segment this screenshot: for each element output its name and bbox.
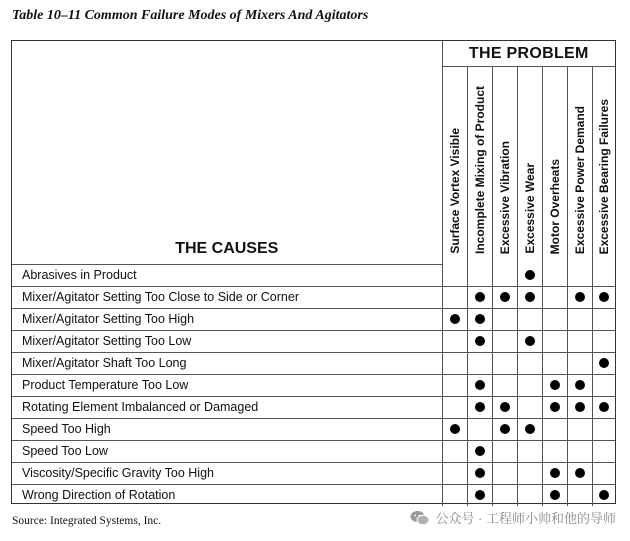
- table-row: [12, 330, 615, 352]
- mark-dot-icon: [599, 292, 609, 302]
- mark-cell: [517, 330, 542, 352]
- table-row: [12, 418, 615, 440]
- mark-dot-icon: [475, 292, 485, 302]
- mark-cell: [467, 286, 492, 308]
- cause-label: Rotating Element Imbalanced or Damaged: [12, 396, 442, 418]
- mark-cell: [467, 352, 492, 374]
- mark-cell: [592, 440, 615, 462]
- mark-cell: [492, 418, 517, 440]
- mark-cell: [567, 330, 592, 352]
- mark-dot-icon: [575, 402, 585, 412]
- mark-dot-icon: [525, 292, 535, 302]
- problem-label: Excessive Bearing Failures: [596, 98, 611, 254]
- mark-cell: [567, 418, 592, 440]
- table-row: [12, 396, 615, 418]
- mark-cell: [542, 440, 567, 462]
- problem-label: Excessive Wear: [522, 163, 537, 254]
- mark-dot-icon: [599, 358, 609, 368]
- problem-header-6: [592, 67, 615, 265]
- mark-dot-icon: [550, 380, 560, 390]
- mark-cell: [542, 374, 567, 396]
- mark-dot-icon: [500, 402, 510, 412]
- mark-dot-icon: [550, 490, 560, 500]
- mark-cell: [542, 396, 567, 418]
- mark-cell: [492, 462, 517, 484]
- mark-cell: [542, 418, 567, 440]
- mark-cell: [467, 462, 492, 484]
- mark-dot-icon: [500, 424, 510, 434]
- problem-header-0: [442, 67, 467, 265]
- mark-cell: [492, 308, 517, 330]
- cause-rows: [12, 264, 615, 506]
- mark-dot-icon: [475, 314, 485, 324]
- mark-dot-icon: [475, 446, 485, 456]
- mark-cell: [542, 264, 567, 286]
- cause-label: Viscosity/Specific Gravity Too High: [12, 462, 442, 484]
- mark-dot-icon: [450, 424, 460, 434]
- mark-cell: [542, 330, 567, 352]
- mark-dot-icon: [599, 402, 609, 412]
- mark-cell: [592, 462, 615, 484]
- cause-label: Mixer/Agitator Setting Too Low: [12, 330, 442, 352]
- problem-label: Excessive Power Demand: [572, 105, 587, 254]
- mark-dot-icon: [550, 402, 560, 412]
- mark-cell: [542, 484, 567, 506]
- mark-cell: [592, 418, 615, 440]
- mark-cell: [592, 330, 615, 352]
- mark-cell: [442, 484, 467, 506]
- mark-cell: [517, 352, 542, 374]
- problem-label: Excessive Vibration: [497, 140, 512, 254]
- mark-dot-icon: [475, 380, 485, 390]
- mark-cell: [442, 352, 467, 374]
- mark-cell: [467, 440, 492, 462]
- mark-cell: [567, 396, 592, 418]
- mark-dot-icon: [475, 402, 485, 412]
- mark-cell: [517, 264, 542, 286]
- cause-label: Mixer/Agitator Shaft Too Long: [12, 352, 442, 374]
- mark-dot-icon: [575, 468, 585, 478]
- cause-label: Wrong Direction of Rotation: [12, 484, 442, 506]
- mark-cell: [492, 484, 517, 506]
- mark-cell: [467, 396, 492, 418]
- mark-cell: [567, 264, 592, 286]
- watermark-text: 公众号 · 工程师小帅和他的导师: [435, 511, 616, 526]
- mark-dot-icon: [525, 270, 535, 280]
- mark-cell: [567, 440, 592, 462]
- problem-header-1: [467, 67, 492, 265]
- mark-cell: [467, 330, 492, 352]
- mark-cell: [492, 286, 517, 308]
- mark-dot-icon: [575, 292, 585, 302]
- mark-dot-icon: [475, 490, 485, 500]
- mark-cell: [442, 418, 467, 440]
- mark-cell: [467, 374, 492, 396]
- mark-cell: [592, 352, 615, 374]
- mark-cell: [442, 440, 467, 462]
- mark-cell: [492, 440, 517, 462]
- problem-header-2: [492, 67, 517, 265]
- mark-dot-icon: [525, 424, 535, 434]
- mark-dot-icon: [550, 468, 560, 478]
- mark-cell: [567, 286, 592, 308]
- table-row: [12, 308, 615, 330]
- mark-cell: [442, 330, 467, 352]
- mark-cell: [567, 308, 592, 330]
- mark-cell: [467, 484, 492, 506]
- mark-cell: [492, 330, 517, 352]
- table-title: Table 10–11 Common Failure Modes of Mixers And Agitators: [12, 8, 369, 23]
- watermark: [410, 508, 616, 527]
- problem-heading: THE PROBLEM: [442, 41, 615, 67]
- cause-label: Mixer/Agitator Setting Too High: [12, 308, 442, 330]
- mark-cell: [542, 286, 567, 308]
- wechat-icon: [410, 510, 430, 526]
- mark-cell: [442, 264, 467, 286]
- causes-heading: THE CAUSES: [12, 41, 442, 264]
- mark-cell: [517, 418, 542, 440]
- failure-modes-table: [11, 40, 616, 504]
- mark-cell: [567, 484, 592, 506]
- problem-label: Motor Overheats: [547, 158, 562, 254]
- mark-cell: [492, 396, 517, 418]
- mark-dot-icon: [500, 292, 510, 302]
- mark-cell: [517, 396, 542, 418]
- mark-cell: [517, 440, 542, 462]
- cause-label: Speed Too Low: [12, 440, 442, 462]
- mark-cell: [517, 374, 542, 396]
- cause-label: Abrasives in Product: [12, 264, 442, 286]
- mark-cell: [442, 396, 467, 418]
- mark-dot-icon: [475, 468, 485, 478]
- mark-dot-icon: [599, 490, 609, 500]
- mark-cell: [542, 352, 567, 374]
- cause-label: Speed Too High: [12, 418, 442, 440]
- mark-cell: [592, 484, 615, 506]
- mark-cell: [442, 374, 467, 396]
- mark-cell: [592, 264, 615, 286]
- mark-cell: [467, 308, 492, 330]
- mark-cell: [492, 374, 517, 396]
- source-note: Source: Integrated Systems, Inc.: [12, 515, 162, 527]
- cause-label: Product Temperature Too Low: [12, 374, 442, 396]
- mark-cell: [592, 308, 615, 330]
- mark-cell: [592, 286, 615, 308]
- mark-dot-icon: [575, 380, 585, 390]
- mark-cell: [567, 352, 592, 374]
- problem-label: Incomplete Mixing of Product: [472, 85, 487, 254]
- mark-cell: [542, 462, 567, 484]
- table-row: [12, 462, 615, 484]
- mark-cell: [517, 484, 542, 506]
- table-row: [12, 286, 615, 308]
- mark-cell: [567, 462, 592, 484]
- mark-cell: [492, 264, 517, 286]
- mark-dot-icon: [475, 336, 485, 346]
- mark-cell: [467, 418, 492, 440]
- mark-cell: [517, 462, 542, 484]
- mark-cell: [492, 352, 517, 374]
- table-row: [12, 264, 615, 286]
- problem-header-3: [517, 67, 542, 265]
- table-row: [12, 440, 615, 462]
- problem-header-4: [542, 67, 567, 265]
- mark-dot-icon: [450, 314, 460, 324]
- table-row: [12, 352, 615, 374]
- mark-cell: [542, 308, 567, 330]
- mark-cell: [517, 308, 542, 330]
- mark-cell: [517, 286, 542, 308]
- problem-label: Surface Vortex Visible: [447, 128, 462, 254]
- table-row: [12, 484, 615, 506]
- table-row: [12, 374, 615, 396]
- mark-cell: [467, 264, 492, 286]
- failure-matrix: [12, 41, 615, 506]
- mark-dot-icon: [525, 336, 535, 346]
- mark-cell: [442, 308, 467, 330]
- problem-header-5: [567, 67, 592, 265]
- mark-cell: [442, 462, 467, 484]
- mark-cell: [592, 396, 615, 418]
- mark-cell: [567, 374, 592, 396]
- cause-label: Mixer/Agitator Setting Too Close to Side or Corner: [12, 286, 442, 308]
- mark-cell: [442, 286, 467, 308]
- mark-cell: [592, 374, 615, 396]
